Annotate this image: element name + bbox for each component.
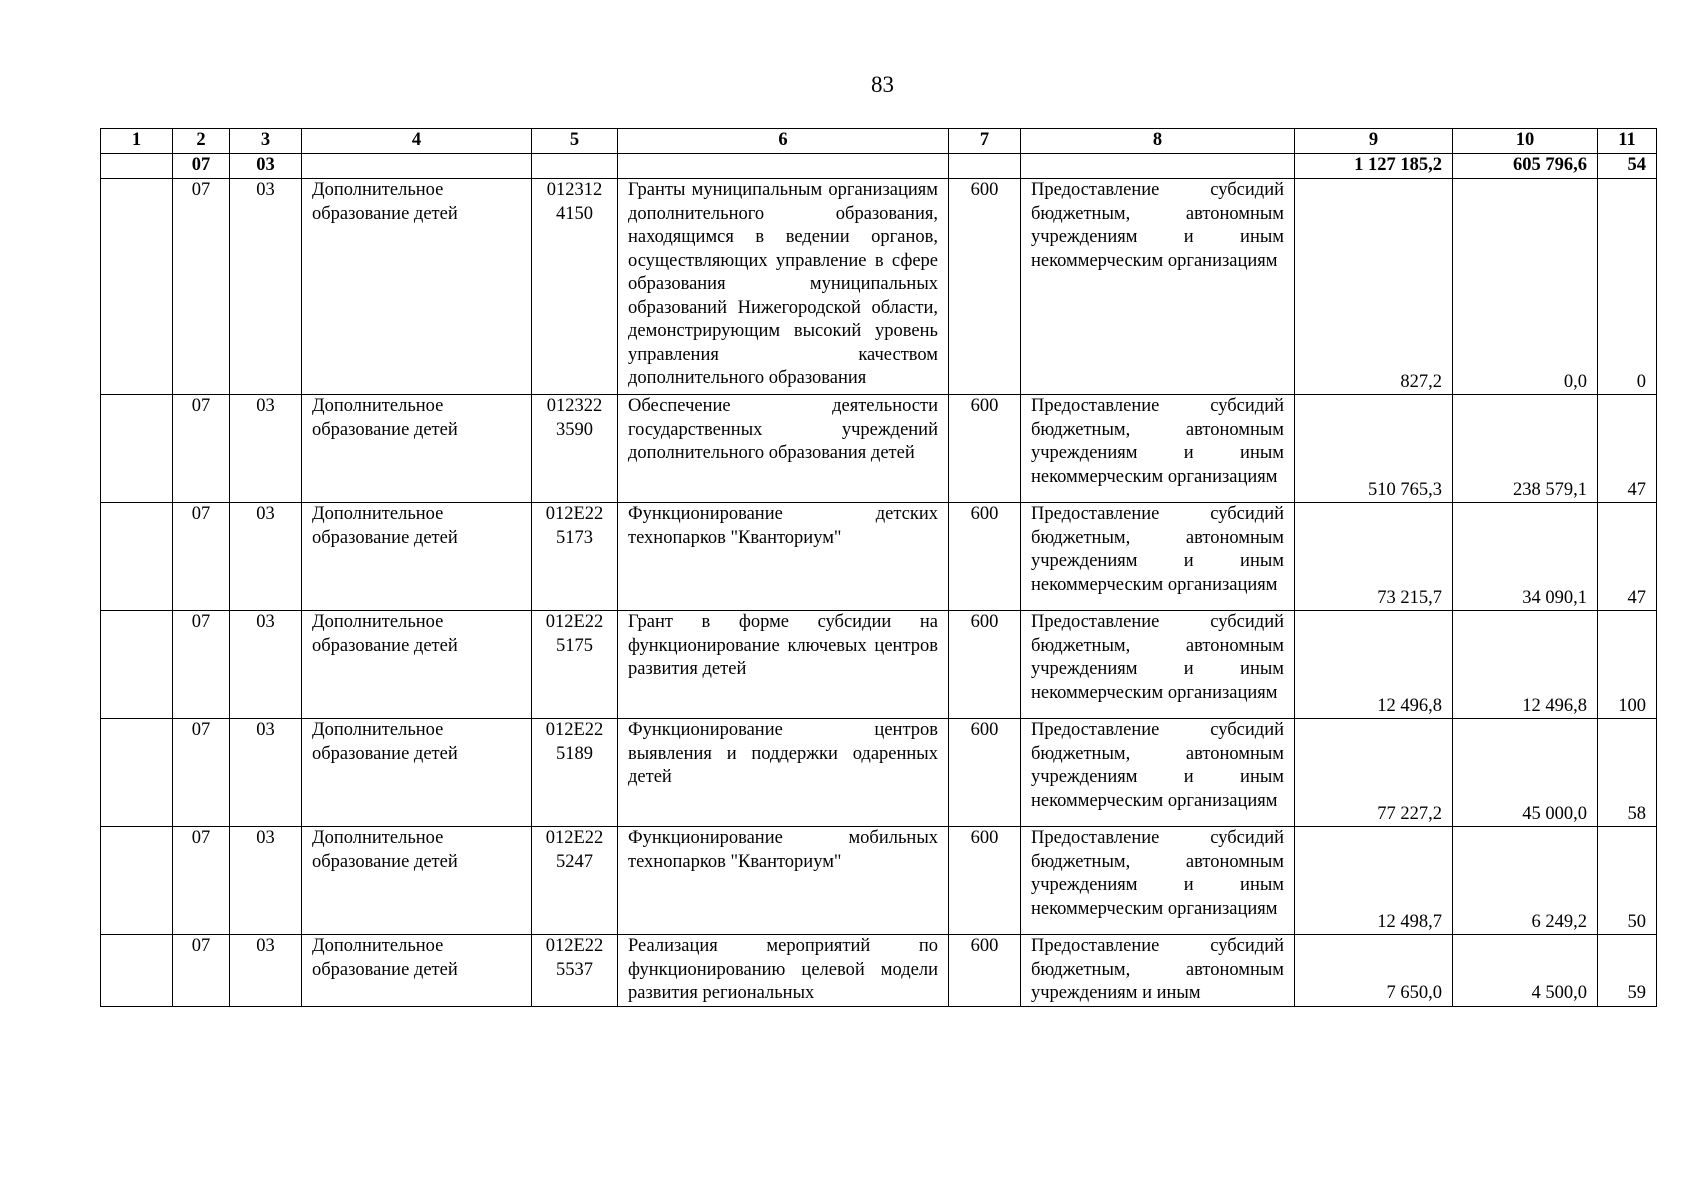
target-article-name: Функционирование детских технопарков "Кванториум"	[618, 503, 949, 611]
target-article-code-part2: 5537	[556, 959, 593, 980]
subsection-code: 03	[230, 611, 302, 719]
execution-percent: 50	[1598, 827, 1657, 935]
row-index-cell	[101, 503, 173, 611]
total-cell	[302, 154, 532, 179]
header-cell: 7	[949, 129, 1021, 154]
plan-amount: 12 498,7	[1295, 827, 1453, 935]
target-article-code-part1: 012E22	[545, 504, 604, 524]
expense-type-name: Предоставление субсидий бюджетным, автономным учреждениям и иным некоммерческим организациям	[1021, 719, 1295, 827]
expense-type-name: Предоставление субсидий бюджетным, автономным учреждениям и иным некоммерческим организациям	[1021, 395, 1295, 503]
page-number: 83	[871, 72, 894, 97]
row-index-cell	[101, 827, 173, 935]
target-article-code	[532, 503, 618, 611]
target-article-code-part2: 4150	[556, 203, 593, 224]
header-cell: 4	[302, 129, 532, 154]
actual-amount: 238 579,1	[1453, 395, 1598, 503]
expense-type-code: 600	[949, 395, 1021, 503]
expense-type-code: 600	[949, 611, 1021, 719]
row-index-cell	[101, 179, 173, 395]
expense-type-name: Предоставление субсидий бюджетным, автономным учреждениям и иным некоммерческим организациям	[1021, 179, 1295, 395]
target-article-code-part2: 3590	[556, 419, 593, 440]
subsection-name: Дополнительное образование детей	[302, 179, 532, 395]
actual-amount: 34 090,1	[1453, 503, 1598, 611]
target-article-code-part1: 012E22	[545, 612, 604, 632]
table-row	[101, 827, 1657, 935]
plan-amount: 510 765,3	[1295, 395, 1453, 503]
table-row	[101, 179, 1657, 395]
subsection-code: 03	[230, 503, 302, 611]
target-article-code-part1: 012E22	[545, 720, 604, 740]
target-article-code	[532, 827, 618, 935]
subsection-name: Дополнительное образование детей	[302, 611, 532, 719]
execution-percent: 47	[1598, 395, 1657, 503]
expense-type-code: 600	[949, 827, 1021, 935]
total-actual: 605 796,6	[1453, 154, 1598, 179]
section-code: 07	[173, 719, 230, 827]
total-cell	[618, 154, 949, 179]
header-cell: 1	[101, 129, 173, 154]
row-index-cell	[101, 935, 173, 1007]
target-article-code	[532, 611, 618, 719]
execution-percent: 59	[1598, 935, 1657, 1007]
subsection-name: Дополнительное образование детей	[302, 827, 532, 935]
header-row	[101, 129, 1657, 154]
target-article-code-part2: 5175	[556, 635, 593, 656]
expense-type-name: Предоставление субсидий бюджетным, автономным учреждениям и иным некоммерческим организациям	[1021, 503, 1295, 611]
table-row	[101, 611, 1657, 719]
row-index-cell	[101, 719, 173, 827]
target-article-code	[532, 179, 618, 395]
header-cell: 10	[1453, 129, 1598, 154]
target-article-code	[532, 719, 618, 827]
total-cell	[1021, 154, 1295, 179]
plan-amount: 827,2	[1295, 179, 1453, 395]
subsection-name: Дополнительное образование детей	[302, 719, 532, 827]
header-cell: 5	[532, 129, 618, 154]
subsection-code: 03	[230, 179, 302, 395]
target-article-name: Функционирование мобильных технопарков "Кванториум"	[618, 827, 949, 935]
total-percent: 54	[1598, 154, 1657, 179]
header-cell: 11	[1598, 129, 1657, 154]
execution-percent: 100	[1598, 611, 1657, 719]
execution-percent: 0	[1598, 179, 1657, 395]
actual-amount: 45 000,0	[1453, 719, 1598, 827]
target-article-code-part2: 5173	[556, 527, 593, 548]
budget-table	[100, 128, 1657, 1007]
header-cell: 9	[1295, 129, 1453, 154]
execution-percent: 47	[1598, 503, 1657, 611]
target-article-name: Обеспечение деятельности государственных учреждений дополнительного образования детей	[618, 395, 949, 503]
expense-type-name: Предоставление субсидий бюджетным, автономным учреждениям и иным некоммерческим организациям	[1021, 611, 1295, 719]
subsection-code: 03	[230, 395, 302, 503]
section-code: 07	[173, 935, 230, 1007]
section-code: 07	[173, 827, 230, 935]
total-section: 07	[173, 154, 230, 179]
plan-amount: 12 496,8	[1295, 611, 1453, 719]
header-cell: 2	[173, 129, 230, 154]
actual-amount: 6 249,2	[1453, 827, 1598, 935]
subsection-code: 03	[230, 719, 302, 827]
plan-amount: 73 215,7	[1295, 503, 1453, 611]
table-row	[101, 719, 1657, 827]
target-article-code	[532, 935, 618, 1007]
header-cell: 8	[1021, 129, 1295, 154]
subsection-code: 03	[230, 935, 302, 1007]
total-plan: 1 127 185,2	[1295, 154, 1453, 179]
total-row	[101, 154, 1657, 179]
target-article-name: Реализация мероприятий по функционированию целевой модели развития региональных	[618, 935, 949, 1007]
section-code: 07	[173, 503, 230, 611]
section-code: 07	[173, 179, 230, 395]
header-cell: 6	[618, 129, 949, 154]
section-code: 07	[173, 611, 230, 719]
subsection-code: 03	[230, 827, 302, 935]
table-row	[101, 935, 1657, 1007]
row-index-cell	[101, 395, 173, 503]
actual-amount: 12 496,8	[1453, 611, 1598, 719]
target-article-name: Гранты муниципальным организациям дополнительного образования, находящимся в ведении органов, осуществляющих управление в сфере образования муниципальных образований Нижегородской области, демонстрирующим высокий уровень управления качеством дополнительного образования	[618, 179, 949, 395]
expense-type-code: 600	[949, 719, 1021, 827]
expense-type-code: 600	[949, 179, 1021, 395]
plan-amount: 77 227,2	[1295, 719, 1453, 827]
expense-type-name: Предоставление субсидий бюджетным, автономным учреждениям и иным некоммерческим организациям	[1021, 827, 1295, 935]
total-subsection: 03	[230, 154, 302, 179]
total-cell	[949, 154, 1021, 179]
target-article-name: Грант в форме субсидии на функционирование ключевых центров развития детей	[618, 611, 949, 719]
target-article-code-part1: 012312	[546, 180, 603, 200]
target-article-name: Функционирование центров выявления и поддержки одаренных детей	[618, 719, 949, 827]
expense-type-code: 600	[949, 935, 1021, 1007]
section-code: 07	[173, 395, 230, 503]
target-article-code-part2: 5189	[556, 743, 593, 764]
subsection-name: Дополнительное образование детей	[302, 395, 532, 503]
subsection-name: Дополнительное образование детей	[302, 935, 532, 1007]
expense-type-code: 600	[949, 503, 1021, 611]
expense-type-name: Предоставление субсидий бюджетным, автономным учреждениям и иным	[1021, 935, 1295, 1007]
target-article-code-part2: 5247	[556, 851, 593, 872]
total-cell	[101, 154, 173, 179]
row-index-cell	[101, 611, 173, 719]
total-cell	[532, 154, 618, 179]
target-article-code-part1: 012322	[546, 396, 603, 416]
header-cell: 3	[230, 129, 302, 154]
actual-amount: 4 500,0	[1453, 935, 1598, 1007]
table-row	[101, 395, 1657, 503]
subsection-name: Дополнительное образование детей	[302, 503, 532, 611]
target-article-code	[532, 395, 618, 503]
target-article-code-part1: 012E22	[545, 936, 604, 956]
target-article-code-part1: 012E22	[545, 828, 604, 848]
plan-amount: 7 650,0	[1295, 935, 1453, 1007]
execution-percent: 58	[1598, 719, 1657, 827]
actual-amount: 0,0	[1453, 179, 1598, 395]
table-row	[101, 503, 1657, 611]
